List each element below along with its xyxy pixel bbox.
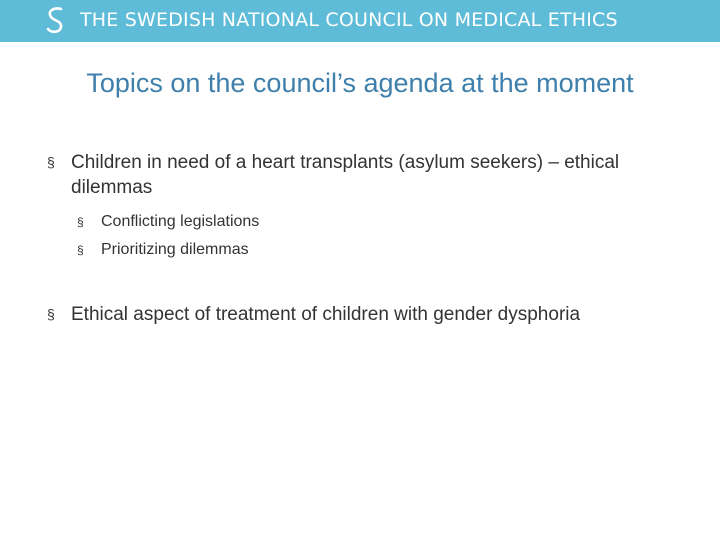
bullet-marker: §: [47, 306, 55, 322]
bullet-marker: §: [47, 154, 55, 170]
organization-name: THE SWEDISH NATIONAL COUNCIL ON MEDICAL ETHICS: [80, 9, 618, 31]
bullet-item: [47, 302, 707, 327]
sub-bullet-text: Prioritizing dilemmas: [101, 241, 249, 258]
sub-bullet-list: [77, 208, 667, 264]
sub-bullet-item: [77, 236, 667, 264]
bullet-marker: §: [77, 215, 84, 229]
bullet-marker: §: [77, 243, 84, 257]
header-bar: [0, 0, 720, 42]
bullet-item: [47, 150, 667, 264]
sub-bullet-text: Conflicting legislations: [101, 213, 260, 230]
slide-title: Topics on the council’s agenda at the moment: [86, 68, 634, 98]
swirl-s-logo: [42, 5, 68, 35]
bullet-text: Ethical aspect of treatment of children with gender dysphoria: [71, 304, 581, 325]
sub-bullet-item: [77, 208, 667, 236]
bullet-text: Children in need of a heart transplants (asylum seekers) – ethical dilemmas: [71, 152, 620, 198]
